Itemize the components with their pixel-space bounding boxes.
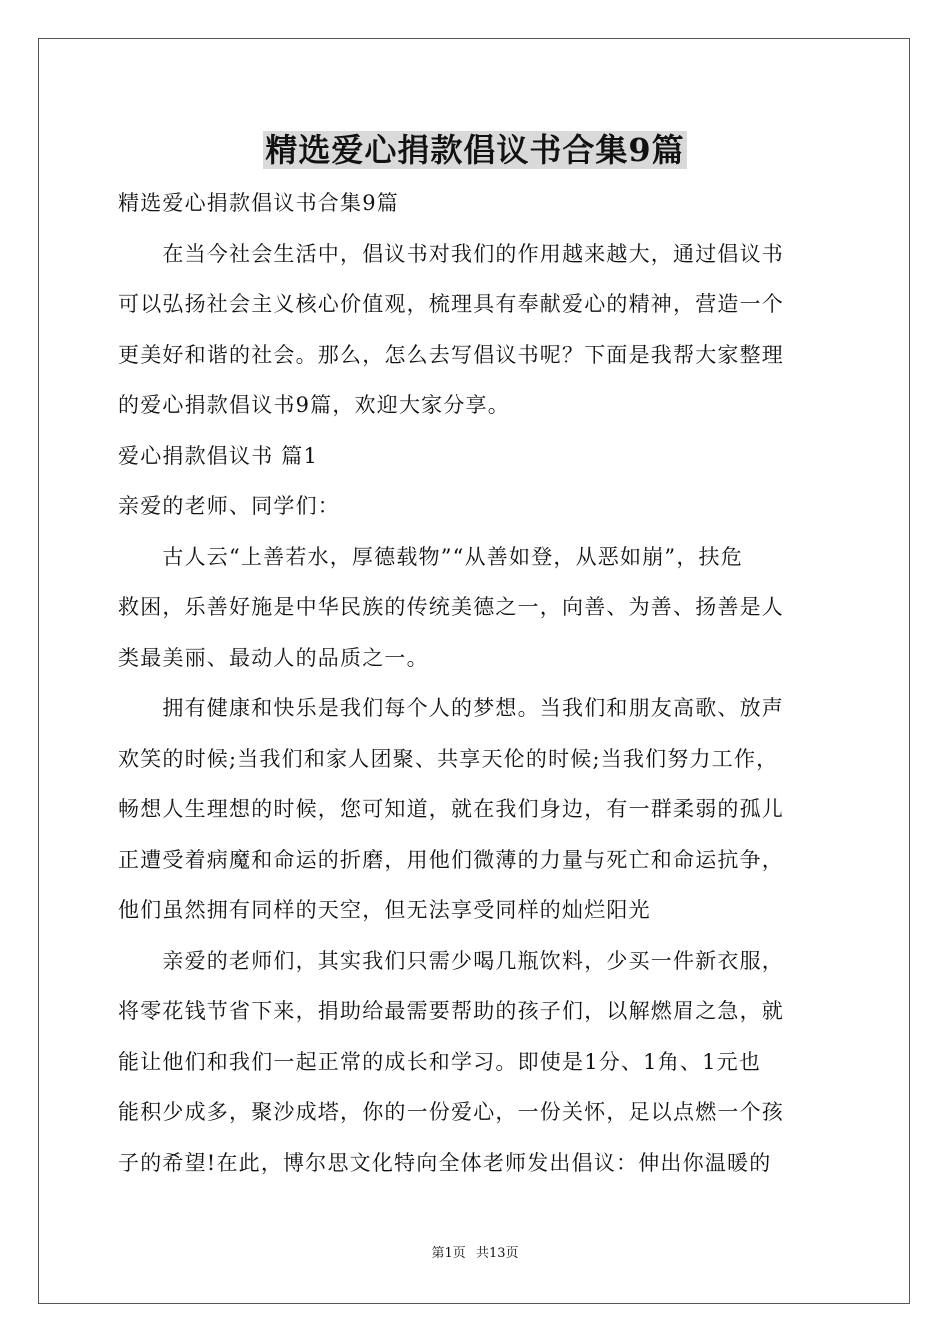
body-line: 拥有健康和快乐是我们每个人的梦想。当我们和朋友高歌、放声 <box>118 696 784 720</box>
body-line: 欢笑的时候;当我们和家人团聚、共享天伦的时候;当我们努力工作， <box>118 746 779 771</box>
body-line: 的爱心捐款倡议书9篇，欢迎大家分享。 <box>118 393 510 417</box>
body-line: 类最美丽、最动人的品质之一。 <box>118 645 429 670</box>
body-line: 将零花钱节省下来，捐助给最需要帮助的孩子们，以解燃眉之急，就 <box>118 999 784 1023</box>
body-line: 救困，乐善好施是中华民族的传统美德之一，向善、为善、扬善是人 <box>118 595 784 619</box>
body-line: 正遭受着病魔和命运的折磨，用他们微薄的力量与死亡和命运抗争， <box>118 847 784 872</box>
body-line: 古人云“上善若水，厚德载物”“从善如登，从恶如崩”，扶危 <box>118 544 743 569</box>
document-title <box>0 128 950 172</box>
salutation: 亲爱的老师、同学们： <box>118 494 340 518</box>
body-line: 亲爱的老师们，其实我们只需少喝几瓶饮料，少买一件新衣服， <box>118 948 784 973</box>
page-total: 共13页 <box>475 1246 519 1261</box>
body-line: 在当今社会生活中，倡议书对我们的作用越来越大，通过倡议书 <box>118 241 784 266</box>
section-heading: 爱心捐款倡议书 篇1 <box>118 443 319 468</box>
body-line: 可以弘扬社会主义核心价值观，梳理具有奉献爱心的精神，营造一个 <box>118 292 784 316</box>
page-number: 第1页 <box>431 1246 466 1261</box>
body-line: 子的希望!在此，博尔思文化特向全体老师发出倡议：伸出你温暖的 <box>118 1150 772 1175</box>
body-line: 能让他们和我们一起正常的成长和学习。即使是1分、1角、1元也 <box>118 1049 762 1074</box>
body-line: 能积少成多，聚沙成塔，你的一份爱心，一份关怀，足以点燃一个孩 <box>118 1100 784 1124</box>
body-line: 精选爱心捐款倡议书合集9篇 <box>118 191 399 215</box>
page-footer <box>0 1244 950 1264</box>
body-line: 他们虽然拥有同样的天空，但无法享受同样的灿烂阳光 <box>118 898 651 922</box>
document-title-text: 精选爱心捐款倡议书合集9篇 <box>265 131 685 169</box>
body-line: 更美好和谐的社会。那么，怎么去写倡议书呢？下面是我帮大家整理 <box>118 342 784 367</box>
document-body <box>118 178 834 1188</box>
body-line: 畅想人生理想的时候，您可知道，就在我们身边，有一群柔弱的孤儿 <box>118 797 784 821</box>
